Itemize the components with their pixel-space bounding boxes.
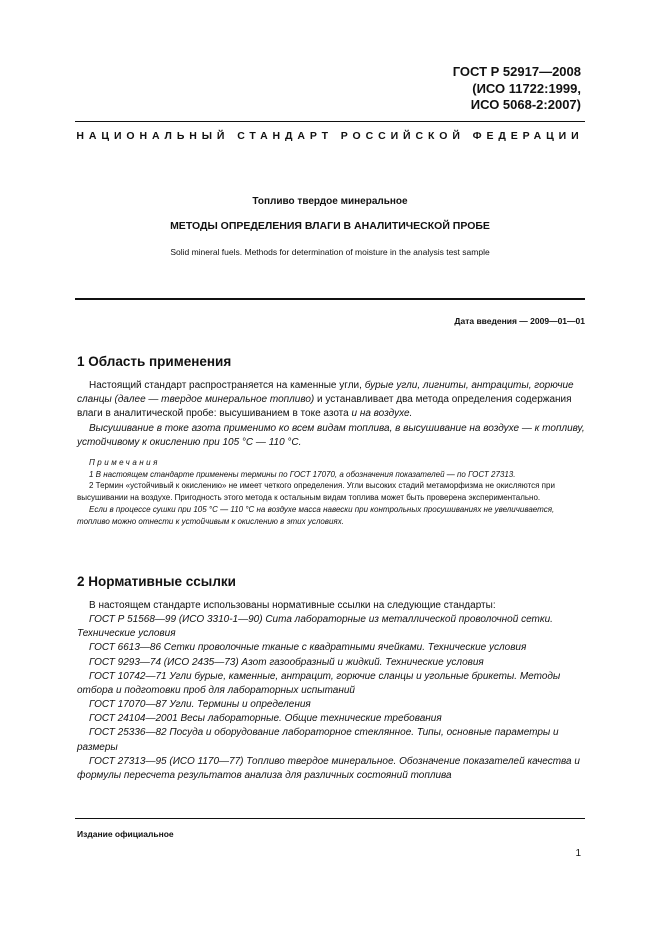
- normative-references: [77, 599, 585, 783]
- section-2-heading: 2 Нормативные ссылки: [77, 574, 236, 589]
- reference-item: ГОСТ 6613—86 Сетки проволочные тканые с квадратными ячейками. Технические условия: [89, 642, 527, 654]
- standard-designation: [453, 64, 581, 114]
- reference-item: ГОСТ 24104—2001 Весы лабораторные. Общие технические требования: [89, 713, 442, 725]
- title-divider: [75, 298, 585, 300]
- scope-paragraph: [77, 379, 585, 422]
- scope-text-c: и устанавливает два метода определения содержания влаги в аналитической пробе: высушиванием в токе азота: [77, 394, 572, 420]
- note-2: 2 Термин «устойчивый к окислению» не имеет четкого определения. Угли высоких стадий метаморфизма не окисляются при высушивании на воздухе. Пригодность этого метода к остальным видам топлива может быть проверена экспериментально.: [77, 481, 555, 503]
- scope-text-d: и на воздухе.: [351, 408, 413, 420]
- notes-title: Примечания: [89, 458, 160, 467]
- references-intro: В настоящем стандарте использованы нормативные ссылки на следующие стандарты:: [89, 600, 496, 611]
- iso-equivalent-2: ИСО 5068-2:2007): [470, 97, 581, 112]
- note-3: Если в процессе сушки при 105 °С — 110 °С на воздухе масса навески при контрольных просушиваниях не увеличивается, топливо можно отнести к устойчивым к окислению в этих условиях.: [77, 504, 555, 526]
- official-edition-label: Издание официальное: [77, 829, 174, 839]
- reference-item: ГОСТ 17070—87 Угли. Термины и определения: [89, 699, 311, 711]
- english-title: Solid mineral fuels. Methods for determination of moisture in the analysis test sample: [170, 247, 490, 257]
- section-1-body: [77, 379, 585, 450]
- national-standard-banner: НАЦИОНАЛЬНЫЙ СТАНДАРТ РОССИЙСКОЙ ФЕДЕРАЦИИ: [76, 130, 584, 142]
- section-1-heading: 1 Область применения: [77, 354, 232, 369]
- gost-number: ГОСТ Р 52917—2008: [452, 64, 581, 79]
- reference-item: ГОСТ 27313—95 (ИСО 1170—77) Топливо твердое минеральное. Обозначение показателей качества и формулы пересчета результатов анализа для различных состояний топлива: [77, 755, 580, 781]
- scope-text-b: бурые угли, лигниты, антрациты, горючие сланцы (далее — твердое минеральное топливо): [77, 380, 574, 406]
- main-title: МЕТОДЫ ОПРЕДЕЛЕНИЯ ВЛАГИ В АНАЛИТИЧЕСКОЙ ПРОБЕ: [170, 220, 490, 232]
- note-1: 1 В настоящем стандарте применены термины по ГОСТ 17070, а обозначения показателей — по ГОСТ 27313.: [89, 469, 516, 479]
- top-divider: [75, 121, 585, 122]
- introduction-date: Дата введения — 2009—01—01: [454, 316, 585, 326]
- scope-text-a: Настоящий стандарт распространяется на каменные угли,: [89, 380, 365, 391]
- page-number: 1: [575, 848, 581, 859]
- iso-equivalent-1: (ИСО 11722:1999,: [472, 80, 581, 96]
- drying-paragraph: Высушивание в токе азота применимо ко всем видам топлива, в высушивание на воздухе — к топливу, устойчивому к окислению при 105 °С — 110 °С.: [77, 422, 585, 448]
- reference-item: ГОСТ 25336—82 Посуда и оборудование лабораторное стеклянное. Типы, основные параметры и размеры: [77, 727, 559, 753]
- footer-divider: [75, 818, 585, 819]
- reference-item: ГОСТ Р 51568—99 (ИСО 3310-1—90) Сита лабораторные из металлической проволочной сетки. Технические условия: [77, 614, 553, 640]
- reference-item: ГОСТ 9293—74 (ИСО 2435—73) Азот газообразный и жидкий. Технические условия: [89, 656, 484, 668]
- reference-item: ГОСТ 10742—71 Угли бурые, каменные, антрацит, горючие сланцы и угольные брикеты. Методы отбора и подготовки проб для лабораторных испытаний: [77, 670, 561, 696]
- notes-block: [77, 457, 585, 527]
- subject-title: Топливо твердое минеральное: [252, 196, 408, 207]
